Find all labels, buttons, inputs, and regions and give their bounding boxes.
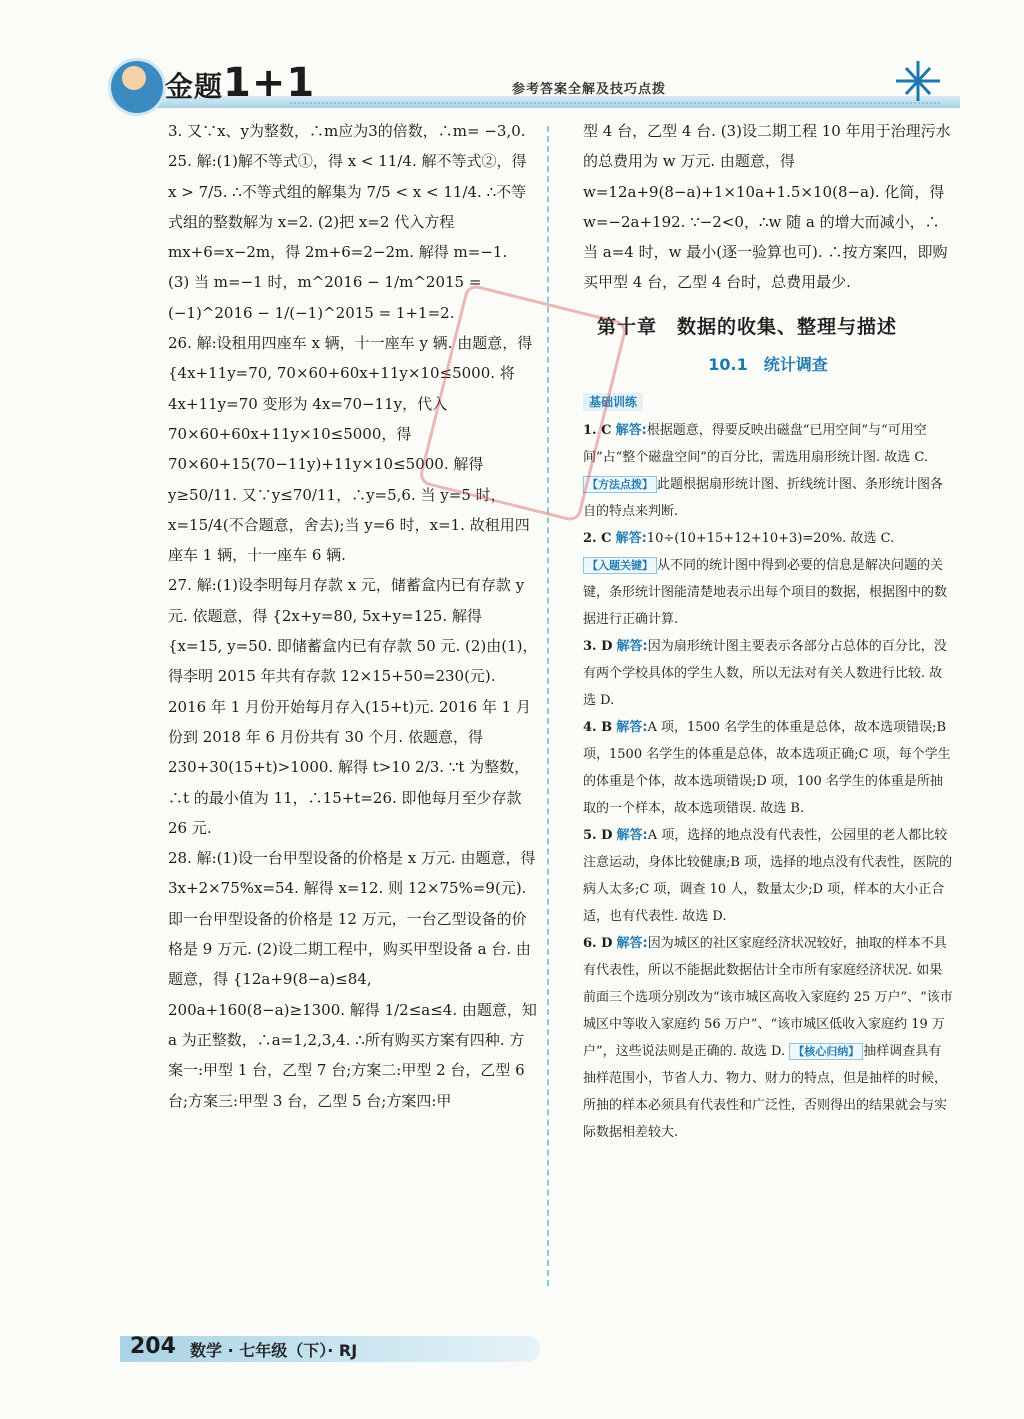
header-dotted-line — [290, 102, 940, 104]
brand-number: 1+1 — [223, 60, 316, 106]
answer-paragraph: 25. 解:(1)解不等式①，得 x < 11/4. 解不等式②，得 x > 7/5. ∴不等式组的解集为 7/5 < x < 11/4. ∴不等式组的整数解为 x=2. (2)把 x=2 代入方程 mx+6=x−2m，得 2m+6=2−2m. 解得 m=−1. — [168, 152, 527, 262]
chapter-title: 第十章 数据的收集、整理与描述 — [597, 315, 898, 338]
right-column — [583, 116, 953, 1146]
list-item: 4. B 解答:A 项，1500 名学生的体重是总体，故本选项错误;B 项，1500 名学生的体重是总体，故本选项正确;C 项，每个学生的体重是个体，故本选项错误;D 项，100 名学生的体重是所抽取的一个样本，故本选项错误. 故选 B. — [583, 719, 951, 816]
header-slogan: 参考答案全解及技巧点拨 — [512, 82, 667, 97]
page-footer — [120, 1330, 1020, 1364]
tip-tag: 【方法点拨】 — [583, 476, 657, 493]
left-column — [168, 116, 538, 1116]
column-divider — [547, 126, 549, 1286]
brand-prefix: 金题 — [165, 70, 224, 103]
brand-logo — [165, 60, 315, 106]
items-list — [583, 417, 953, 1146]
tip-tag: 【入题关键】 — [583, 557, 657, 574]
list-item: 3. D 解答:因为扇形统计图主要表示各部分占总体的百分比，没有两个学校具体的学生人数，所以无法对有关人数进行比较. 故选 D. — [583, 638, 947, 708]
answer-paragraph: 型 4 台，乙型 4 台. (3)设二期工程 10 年用于治理污水的总费用为 w 万元. 由题意，得 w=12a+9(8−a)+1×10a+1.5×10(8−a). 化简，得 w=−2a+192. ∵−2<0，∴w 随 a 的增大而减小，∴当 a=4 时，w 最小(逐一验算也可). ∴按方案四，即购买甲型 4 台，乙型 4 台时，总费用最少. — [583, 122, 951, 292]
answer-paragraph: 28. 解:(1)设一台甲型设备的价格是 x 万元. 由题意，得 3x+2×75%x=54. 解得 x=12. 则 12×75%=9(元). 即一台甲型设备的价格是 12 万元，一台乙型设备的价格是 9 万元. (2)设二期工程中，购买甲型设备 a 台. 由题意，得 {12a+9(8−a)≤84, 200a+160(8−a)≥1300. 解得 1/2≤a≤4. 由题意，知 a 为正整数，∴a=1,2,3,4. ∴所有购买方案有四种. 方案一:甲型 1 台，乙型 7 台;方案二:甲型 2 台，乙型 6 台;方案三:甲型 3 台，乙型 5 台;方案四:甲 — [168, 849, 537, 1110]
answer-paragraph: 27. 解:(1)设李明每月存款 x 元，储蓄盒内已有存款 y 元. 依题意，得 {2x+y=80, 5x+y=125. 解得 {x=15, y=50. 即储蓄盒内已有存款 50 元. (2)由(1)，得李明 2015 年共有存款 12×15+50=230(元). 2016 年 1 月份开始每月存入(15+t)元. 2016 年 1 月份到 2018 年 6 月份共有 30 个月. 依题意，得 230+30(15+t)>1000. 解得 t>10 2/3. ∵t 为整数，∴t 的最小值为 11，∴15+t=26. 即他每月至少存款 26 元. — [168, 576, 538, 837]
list-item: 1. C 解答:根据题意，得要反映出磁盘“已用空间”与“可用空间”占“整个磁盘空间”的百分比，需选用扇形统计图. 故选 C. 【方法点拨】 此题根据扇形统计图、折线统计图、条形统计图各自的特点来判断. — [583, 422, 944, 519]
section-title: 10.1 统计调查 — [708, 355, 828, 375]
page-number: 204 — [130, 1334, 176, 1359]
answer-paragraph: 3. 又∵x、y为整数，∴m应为3的倍数，∴m= −3,0. — [168, 122, 526, 140]
answer-paragraph: (3) 当 m=−1 时，m^2016 − 1/m^2015 = (−1)^2016 − 1/(−1)^2015 = 1+1=2. — [168, 273, 482, 322]
corner-ornament-icon — [888, 56, 948, 106]
page-header — [0, 0, 1024, 120]
subject-label: 数学 · 七年级（下）· RJ — [190, 1341, 358, 1360]
list-item: 5. D 解答:A 项，选择的地点没有代表性，公园里的老人都比较注意运动，身体比较健康;B 项，选择的地点没有代表性，医院的病人太多;C 项，调查 10 人，数量太少;D 项，样本的大小正合适，也有代表性. 故选 D. — [583, 827, 953, 924]
list-item: 6. D 解答:因为城区的社区家庭经济状况较好，抽取的样本不具有代表性，所以不能据此数据估计全市所有家庭经济状况. 如果前面三个选项分别改为“该市城区高收入家庭约 25 万户”、“该市城区中等收入家庭约 56 万户”、“该市城区低收入家庭约 19 万户”，这些说法则是正确的. 故选 D. 【核心归纳】 抽样调查具有抽样范围小，节省人力、物力、财力的特点，但是抽样的时候，所抽的样本必须具有代表性和广泛性，否则得出的结果就会与实际数据相差较大. — [583, 935, 953, 1140]
answer-paragraph: 26. 解:设租用四座车 x 辆，十一座车 y 辆. 由题意，得 {4x+11y=70, 70×60+60x+11y×10≤5000. 将 4x+11y=70 变形为 4x=70−11y，代入 70×60+60x+11y×10≤5000，得 70×60+15(70−11y)+11y×10≤5000. 解得 y≥50/11. 又∵y≤70/11，∴y=5,6. 当 y=5 时，x=15/4(不合题意，舍去);当 y=6 时，x=1. 故租用四座车 1 辆，十一座车 6 辆. — [168, 334, 533, 565]
tip-tag: 【核心归纳】 — [789, 1043, 863, 1060]
mascot-face-icon — [122, 66, 146, 90]
list-item: 2. C 解答:10÷(10+15+12+10+3)=20%. 故选 C. 【入题关键】 从不同的统计图中得到必要的信息是解决问题的关键，条形统计图能清楚地表示出每个项目的数据，根据图中的数据进行正确计算. — [583, 530, 948, 627]
basic-training-label: 基础训练 — [583, 393, 643, 411]
